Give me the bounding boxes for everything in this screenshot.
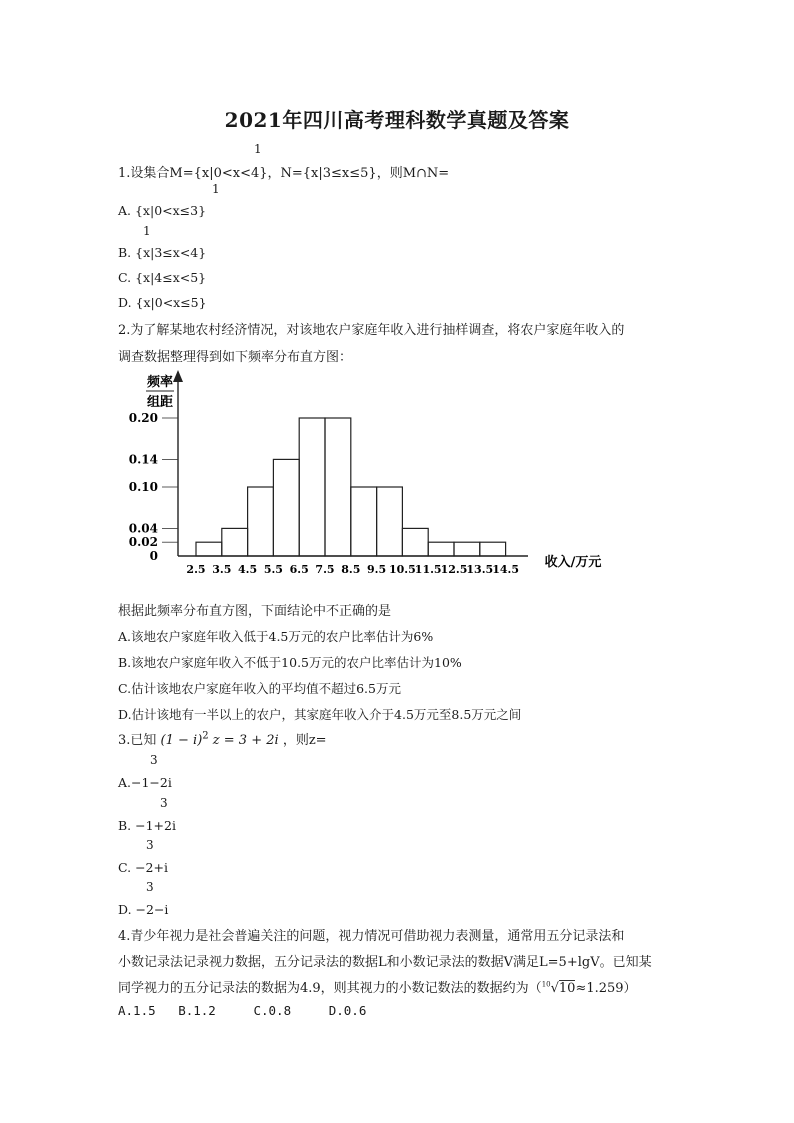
histogram-bar xyxy=(351,487,377,556)
q3-option-b: B. −1+2i xyxy=(118,818,176,833)
frequency-histogram xyxy=(118,370,618,592)
q1-fraction-numerator: 1 xyxy=(254,142,262,156)
histogram-bar xyxy=(299,418,325,556)
x-tick-label: 11.5 xyxy=(414,563,442,576)
q4-line3-text: 同学视力的五分记录法的数据为4.9，则其视力的小数记数法的数据约为（ xyxy=(118,981,542,996)
y-tick-label: 0.04 xyxy=(128,521,158,536)
x-tick-label: 12.5 xyxy=(440,563,468,576)
histogram-bar xyxy=(248,487,274,556)
x-tick-label: 10.5 xyxy=(389,563,416,576)
q2-option-a: A.该地农户家庭年收入低于4.5万元的农户比率估计为6% xyxy=(118,629,434,644)
q4-line3 xyxy=(118,977,637,996)
q3-option-d-numerator: 3 xyxy=(146,880,154,894)
y-tick-label: 0.20 xyxy=(128,411,158,425)
x-tick-label: 2.5 xyxy=(186,563,206,576)
q3-option-a: A.−1−2i xyxy=(118,775,172,790)
q3-stem xyxy=(118,729,327,748)
q2-option-c: C.估计该地农户家庭年收入的平均值不超过6.5万元 xyxy=(118,681,401,696)
q1-stem: 1.设集合M={x|0<x<4}，N={x|3≤x≤5}，则M∩N= xyxy=(118,166,450,181)
q3-option-c-numerator: 3 xyxy=(146,838,154,852)
q3-stem-math2: z = 3 + 2i xyxy=(212,733,279,748)
x-axis-label: 收入/万元 xyxy=(544,555,602,570)
y-label-bottom: 组距 xyxy=(146,395,174,410)
histogram-bar xyxy=(428,542,454,556)
q2-option-b: B.该地农户家庭年收入不低于10.5万元的农户比率估计为10% xyxy=(118,655,462,670)
y-axis-arrow xyxy=(173,370,183,382)
q2-stem-line2: 调查数据整理得到如下频率分布直方图： xyxy=(118,350,353,365)
q4-line2: 小数记录法记录视力数据，五分记录法的数据L和小数记录法的数据V满足L=5+lgV。已知某 xyxy=(118,955,652,970)
q3-stem-suffix: ，则z= xyxy=(282,733,327,748)
q4-options: A.1.5 B.1.2 C.0.8 D.0.6 xyxy=(118,1003,367,1018)
radical-sign: √ xyxy=(550,981,559,996)
histogram-bar xyxy=(480,542,506,556)
histogram-bar xyxy=(325,418,351,556)
histogram-bar xyxy=(196,542,222,556)
page-title: 2021年四川高考理科数学真题及答案 xyxy=(224,108,570,132)
x-tick-label: 3.5 xyxy=(212,563,232,576)
y-tick-label: 0.14 xyxy=(128,452,158,467)
x-tick-label: 8.5 xyxy=(341,563,361,576)
histogram-bar xyxy=(273,459,299,556)
q2-after-text: 根据此频率分布直方图，下面结论中不正确的是 xyxy=(118,604,392,619)
q1-option-c: C. {x|4≤x<5} xyxy=(118,270,207,285)
histogram-bar xyxy=(377,487,403,556)
q4-root-radicand: 10 xyxy=(558,981,576,996)
x-tick-label: 13.5 xyxy=(466,563,494,576)
y-tick-label: 0.02 xyxy=(128,535,158,550)
x-tick-label: 9.5 xyxy=(367,563,387,576)
q1-option-a-numerator: 1 xyxy=(212,182,220,196)
x-tick-label: 4.5 xyxy=(238,563,258,576)
x-tick-label: 5.5 xyxy=(263,563,283,576)
q4-line3-end: ≈1.259） xyxy=(575,981,637,996)
q3-option-d: D. −2−i xyxy=(118,902,169,917)
q3-stem-exponent: 2 xyxy=(202,730,209,742)
x-tick-label: 14.5 xyxy=(492,563,519,576)
q1-option-b-numerator: 1 xyxy=(143,224,151,238)
y-label-top: 频率 xyxy=(146,375,174,390)
q2-option-d: D.估计该地有一半以上的农户，其家庭年收入介于4.5万元至8.5万元之间 xyxy=(118,707,522,722)
q2-stem-line1: 2.为了解某地农村经济情况，对该地农户家庭年收入进行抽样调查，将农户家庭年收入的 xyxy=(118,323,625,338)
y-tick-label: 0.10 xyxy=(128,480,158,494)
q3-stem-math: (1 − i) xyxy=(160,733,203,748)
q1-option-a: A. {x|0<x≤3} xyxy=(118,203,207,218)
q4-root-index: 10 xyxy=(541,980,551,989)
y-tick-label: 0 xyxy=(149,549,158,563)
q1-option-d: D. {x|0<x≤5} xyxy=(118,295,207,310)
q3-option-c: C. −2+i xyxy=(118,860,168,875)
q3-option-a-numerator: 3 xyxy=(150,753,158,767)
x-tick-label: 6.5 xyxy=(289,563,309,576)
histogram-bar xyxy=(402,528,428,556)
histogram-bar xyxy=(222,528,248,556)
x-tick-label: 7.5 xyxy=(315,563,335,576)
q1-option-b: B. {x|3≤x<4} xyxy=(118,245,207,260)
q3-stem-prefix: 3.已知 xyxy=(118,733,157,748)
histogram-bar xyxy=(454,542,480,556)
q4-line1: 4.青少年视力是社会普遍关注的问题，视力情况可借助视力表测量，通常用五分记录法和 xyxy=(118,929,625,944)
q3-option-b-numerator: 3 xyxy=(160,796,168,810)
